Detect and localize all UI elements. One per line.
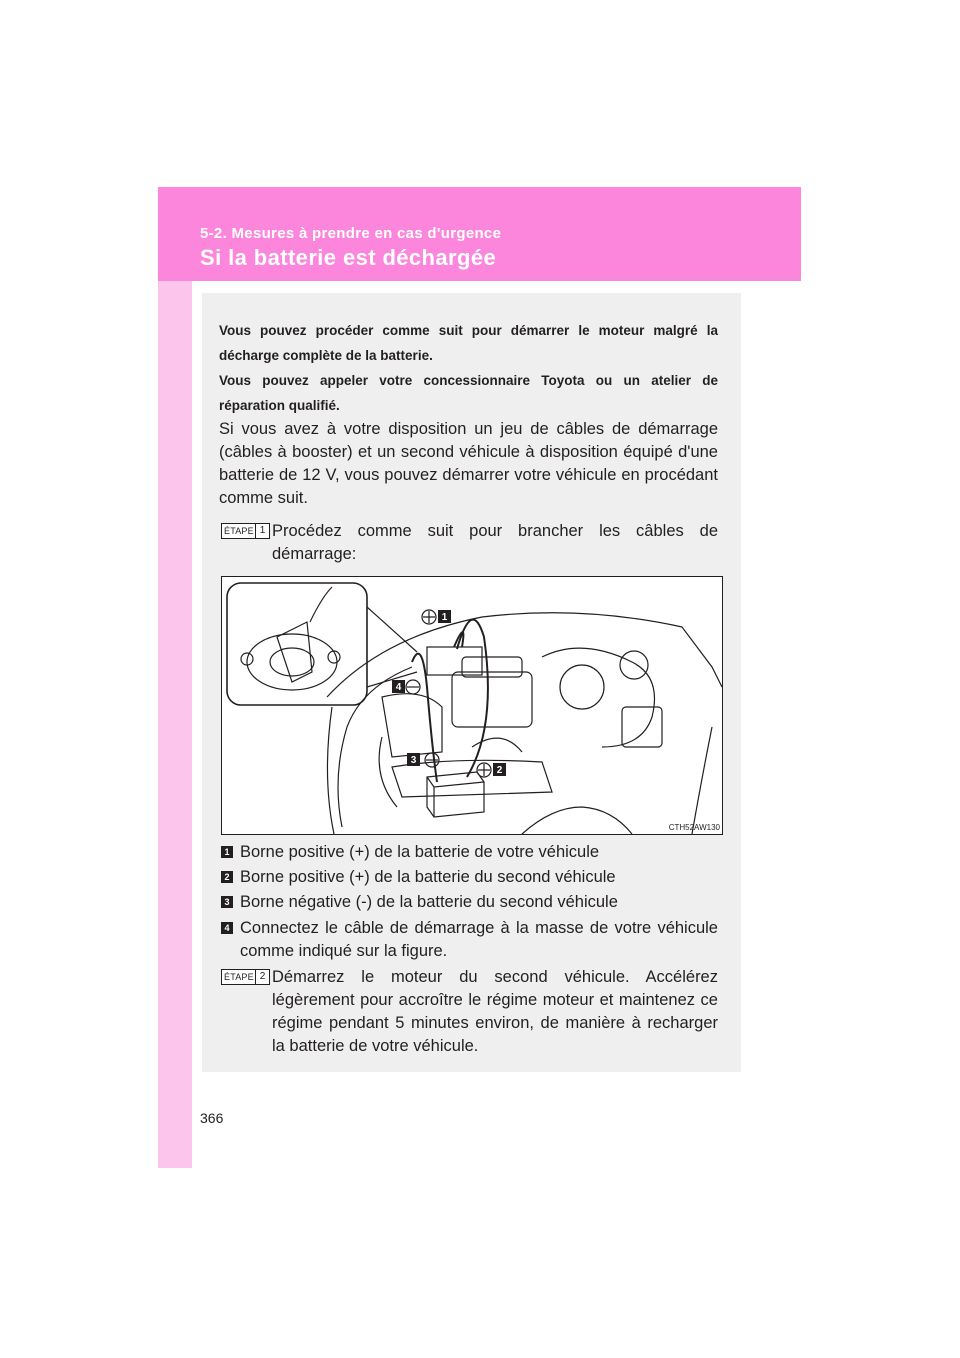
legend-number: 3 xyxy=(221,896,233,908)
intro-paragraph: Vous pouvez appeler votre concessionnaire Toyota ou un atelier de réparation qualifié. xyxy=(219,373,718,413)
legend-text: Borne négative (-) de la batterie du second véhicule xyxy=(240,893,618,911)
legend-text: Borne positive (+) de la batterie du second véhicule xyxy=(240,868,616,886)
legend-number: 4 xyxy=(221,922,233,934)
engine-bay-drawing xyxy=(222,577,722,834)
section-label: 5-2. Mesures à prendre en cas d'urgence xyxy=(200,225,502,242)
step-badge-label: ÉTAPE xyxy=(224,526,254,536)
legend-item xyxy=(221,891,718,914)
intro-paragraph: Vous pouvez procéder comme suit pour démarrer le moteur malgré la décharge complète de la batterie. xyxy=(219,323,718,363)
callout-3: 3 xyxy=(410,755,417,766)
callout-2: 2 xyxy=(496,765,503,776)
legend-number: 2 xyxy=(221,871,233,883)
page-title: Si la batterie est déchargée xyxy=(200,245,497,270)
page-header xyxy=(158,187,801,281)
step-2 xyxy=(221,966,718,1058)
jump-start-illustration xyxy=(221,576,723,835)
body-paragraph: Si vous avez à votre disposition un jeu de câbles de démarrage (câbles à booster) et un second véhicule à disposition équipé d'une batterie de 12 V, vous pouvez démarrer votre véhicule en procédant comme suit. xyxy=(219,420,718,507)
legend-item xyxy=(221,917,718,963)
legend-item xyxy=(221,866,718,889)
legend-text: Borne positive (+) de la batterie de votre véhicule xyxy=(240,843,600,861)
step-badge-number: 1 xyxy=(255,524,269,538)
step-badge xyxy=(221,969,270,985)
step-badge-label: ÉTAPE xyxy=(224,972,254,982)
legend-text: Connectez le câble de démarrage à la masse de votre véhicule comme indiqué sur la figure. xyxy=(240,919,718,960)
legend-item xyxy=(221,841,718,864)
step-1 xyxy=(221,520,718,566)
step-badge xyxy=(221,523,270,539)
callout-1: 1 xyxy=(441,612,448,623)
page-number: 366 xyxy=(200,1110,224,1126)
legend-number: 1 xyxy=(221,846,233,858)
step-text: Procédez comme suit pour brancher les câbles de démarrage: xyxy=(272,522,718,563)
step-badge-number: 2 xyxy=(255,970,269,984)
callout-4: 4 xyxy=(395,682,402,693)
side-color-strip xyxy=(158,187,192,1168)
figure-code: CTH52AW130 xyxy=(668,823,720,832)
intro-block xyxy=(219,318,718,418)
step-text: Démarrez le moteur du second véhicule. Accélérez légèrement pour accroître le régime moteur et maintenez ce régime pendant 5 minutes environ, de manière à recharger la batterie de votre véhicule. xyxy=(272,968,718,1055)
